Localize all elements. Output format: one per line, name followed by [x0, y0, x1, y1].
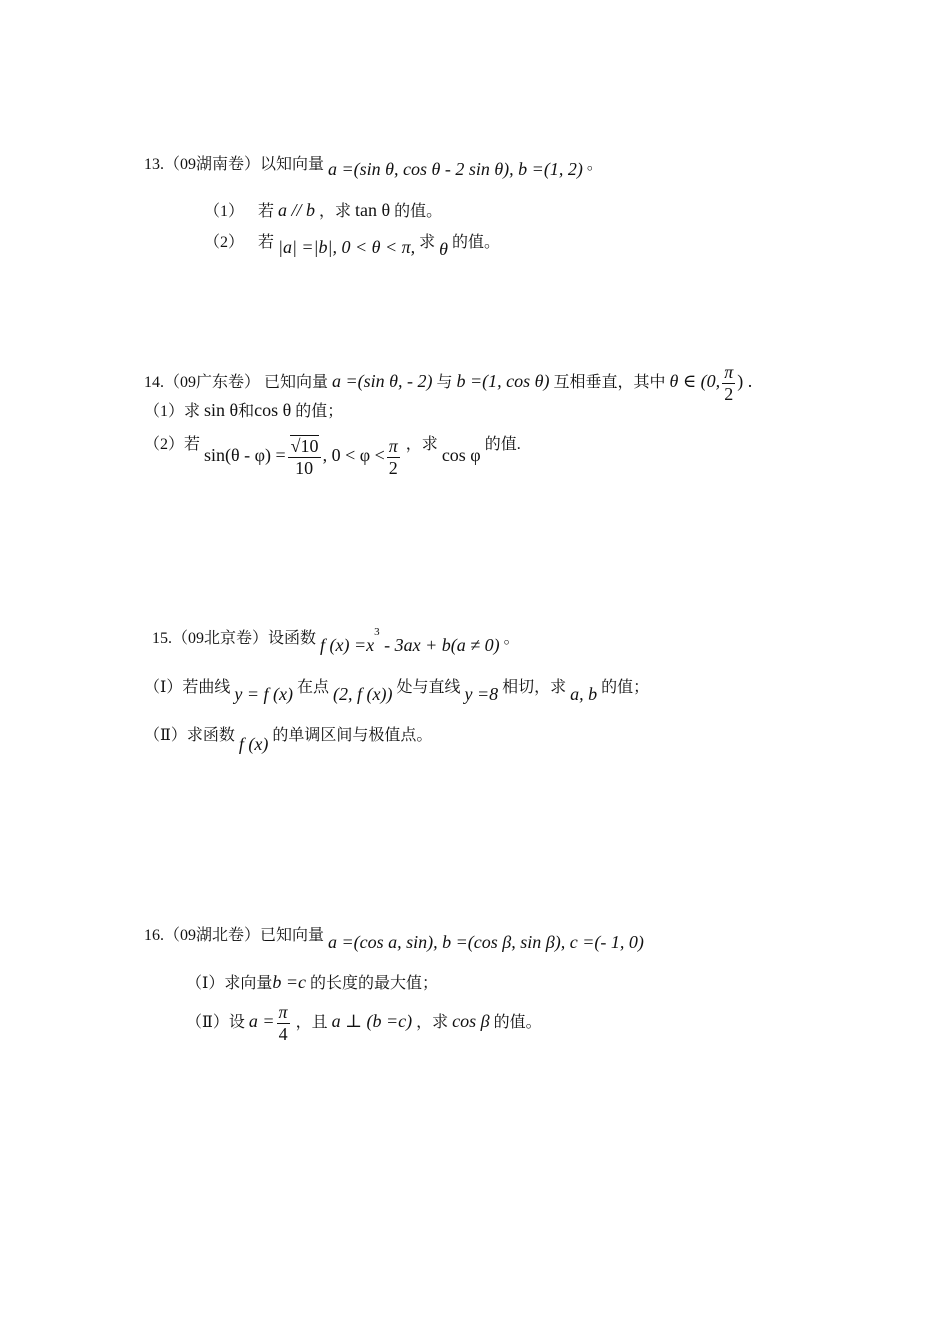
exponent: 3 [374, 625, 380, 638]
problem-15-func-rest: - 3ax + b(a ≠ 0) [379, 635, 500, 655]
part-text: 的值。 [394, 203, 443, 220]
part-text: 的单调区间与极值点。 [272, 727, 433, 744]
part-math: , 0 < φ < [322, 444, 385, 465]
part-frac-1 [288, 436, 321, 478]
part-text: 的值. [484, 435, 521, 453]
part-text: 和 [238, 403, 255, 420]
problem-13-title: 13.（09湖南卷）以知向量 [144, 156, 325, 173]
part-math: y = f (x) [234, 684, 293, 704]
part-math: a ⊥ (b =c) [331, 1010, 413, 1031]
part-math: cos φ [441, 444, 481, 465]
frac-num: π [388, 436, 398, 456]
problem-16-header [144, 924, 644, 952]
part-label: （Ⅰ）若曲线 [144, 679, 231, 696]
part-frac-2 [387, 436, 400, 478]
problem-14-range: θ ∈ (0, [669, 370, 721, 391]
problem-14-range-end: ) . [737, 370, 753, 391]
frac-num: π [278, 1002, 288, 1022]
part-math: a, b [570, 684, 598, 704]
part-math: sin θ [204, 400, 239, 420]
part-text: 求 [419, 234, 436, 251]
part-math: a // b [278, 200, 316, 220]
frac-den: 2 [388, 457, 398, 478]
problem-14-header [144, 362, 752, 404]
frac-den: 10 [295, 457, 314, 478]
frac-num: π [724, 362, 734, 382]
part-text: ，求 [319, 203, 352, 220]
part-label: （Ⅱ）求函数 [144, 727, 235, 744]
problem-16-title: 16.（09湖北卷）已知向量 [144, 927, 325, 944]
problem-13-vectors: a =(sin θ, cos θ - 2 sin θ), b =(1, 2) [328, 159, 583, 179]
problem-15-header [152, 625, 520, 655]
part-text: 若 [258, 234, 275, 251]
part-math: a = [248, 1010, 275, 1031]
part-math: |a| =|b|, 0 < θ < π, [278, 237, 416, 257]
problem-15-end: 。 [503, 630, 520, 647]
part-math: θ [439, 239, 448, 259]
part-math: cos β [452, 1010, 490, 1031]
part-math: sin(θ - φ) = [204, 444, 286, 465]
part-math: f (x) [238, 734, 269, 754]
part-math: b =c [272, 972, 306, 992]
problem-15-part-2 [144, 724, 433, 754]
part-label: （1） [204, 203, 245, 220]
problem-14-title: 14.（09广东卷） 已知向量 [144, 373, 329, 391]
part-text: 若 [258, 203, 275, 220]
part-text: ，求 [405, 435, 438, 453]
part-text: 的值； [295, 403, 344, 420]
part-text: ，求 [416, 1013, 449, 1031]
problem-13-header [144, 153, 603, 179]
part-text: 的值。 [493, 1013, 542, 1031]
frac-den: 4 [278, 1023, 288, 1044]
part-math: (2, f (x)) [332, 684, 393, 704]
part-label: （2）若 [144, 435, 201, 453]
part-text: 在点 [296, 679, 329, 696]
part-label: （Ⅰ）求向量 [186, 975, 273, 992]
part-label: （1）求 [144, 403, 201, 420]
part-label: （2） [204, 234, 245, 251]
part-math: cos θ [254, 400, 292, 420]
part-math: tan θ [355, 200, 391, 220]
problem-15-part-1 [144, 676, 650, 704]
part-math: y =8 [464, 684, 499, 704]
problem-13-end: 。 [586, 156, 603, 173]
part-text: 的值。 [451, 234, 500, 251]
problem-16-part-2 [186, 1002, 542, 1044]
problem-13-part-1 [204, 200, 442, 222]
problem-14-conj: 与 [436, 373, 453, 391]
problem-14-text: 互相垂直，其中 [553, 373, 666, 391]
problem-15-title: 15.（09北京卷）设函数 [152, 630, 317, 647]
part-text: 的长度的最大值； [309, 975, 438, 992]
problem-13-part-2 [204, 231, 500, 259]
problem-16-part-1 [186, 972, 438, 994]
frac-num [288, 436, 321, 458]
problem-14-vector-b: b =(1, cos θ) [456, 370, 550, 391]
problem-15-func: f (x) =x [320, 635, 375, 655]
part-text: 处与直线 [396, 679, 461, 696]
part-label: （Ⅱ）设 [186, 1013, 245, 1031]
part-text: 相切，求 [502, 679, 567, 696]
problem-14-vector-a: a =(sin θ, - 2) [332, 370, 433, 391]
problem-14-part-2 [144, 436, 521, 478]
part-text: 的值； [601, 679, 650, 696]
part-frac [277, 1002, 290, 1044]
problem-16-vectors: a =(cos a, sin), b =(cos β, sin β), c =(- 1, 0) [328, 932, 644, 952]
part-text: ，且 [295, 1013, 328, 1031]
problem-14-part-1 [144, 400, 343, 422]
problem-14-frac [722, 362, 735, 404]
frac-den: 2 [724, 383, 734, 404]
sqrt: √10 [290, 436, 319, 456]
